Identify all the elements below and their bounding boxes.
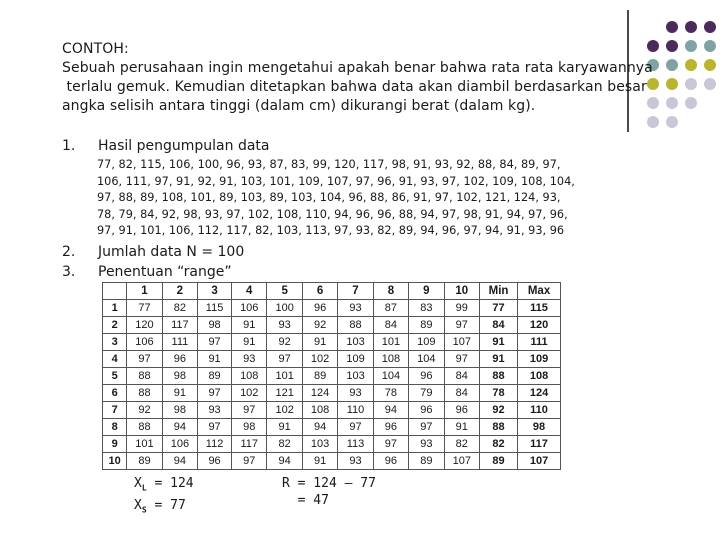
table-cell: 98: [198, 317, 232, 334]
table-cell: 77: [127, 300, 162, 317]
table-cell: 88: [338, 317, 373, 334]
table-cell: 108: [518, 368, 561, 385]
table-cell: 106: [232, 300, 267, 317]
decor-dot: [666, 40, 678, 52]
column-header: 4: [232, 283, 267, 300]
table-row: [103, 419, 561, 436]
table-row: [103, 436, 561, 453]
table-cell: 97: [198, 334, 232, 351]
table-cell: 111: [162, 334, 197, 351]
table-cell: 107: [444, 453, 479, 470]
table-cell: 92: [127, 402, 162, 419]
table-cell: 102: [232, 385, 267, 402]
table-cell: 94: [373, 402, 408, 419]
table-cell: 93: [338, 300, 373, 317]
table-cell: 97: [267, 351, 302, 368]
row-header: 6: [103, 385, 127, 402]
table-cell: 96: [162, 351, 197, 368]
table-cell: 89: [198, 368, 232, 385]
intro-line-2: terlalu gemuk. Kemudian ditetapkan bahwa data akan diambil berdasarkan besar: [62, 79, 647, 95]
table-cell: 89: [409, 317, 444, 334]
raw-data-block: [97, 157, 575, 240]
decor-dot: [685, 40, 697, 52]
table-cell: 106: [127, 334, 162, 351]
table-cell: 101: [127, 436, 162, 453]
decor-dot: [666, 21, 678, 33]
row-header: 1: [103, 300, 127, 317]
table-row: [103, 300, 561, 317]
data-line-5: 97, 91, 101, 106, 112, 117, 82, 103, 113, 97, 93, 82, 89, 94, 96, 97, 94, 91, 93, 96: [97, 224, 565, 237]
table-cell: 84: [444, 368, 479, 385]
table-cell: 97: [232, 402, 267, 419]
decor-dot: [685, 97, 697, 109]
table-cell: 106: [162, 436, 197, 453]
table-cell: 103: [302, 436, 337, 453]
list-number: 2.: [62, 244, 76, 260]
intro-paragraph: [62, 40, 662, 116]
table-cell: 93: [232, 351, 267, 368]
table-cell: 109: [338, 351, 373, 368]
table-cell: 109: [409, 334, 444, 351]
row-header: 3: [103, 334, 127, 351]
table-cell: 97: [444, 351, 479, 368]
data-table: [102, 282, 561, 470]
table-cell: 77: [479, 300, 517, 317]
table-cell: 120: [518, 317, 561, 334]
table-cell: 117: [162, 317, 197, 334]
table-cell: 110: [338, 402, 373, 419]
table-cell: 78: [479, 385, 517, 402]
column-header: 1: [127, 283, 162, 300]
table-cell: 84: [444, 385, 479, 402]
table-cell: 93: [338, 453, 373, 470]
table-cell: 112: [198, 436, 232, 453]
range-result-line: = 47: [282, 493, 329, 508]
table-cell: 88: [127, 419, 162, 436]
data-line-1: 77, 82, 115, 106, 100, 96, 93, 87, 83, 99, 120, 117, 98, 91, 93, 92, 88, 84, 89, 97,: [97, 158, 561, 171]
table-cell: 92: [267, 334, 302, 351]
data-line-2: 106, 111, 97, 91, 92, 91, 103, 101, 109, 107, 97, 96, 91, 93, 97, 102, 109, 108, 104,: [97, 174, 575, 188]
table-cell: 91: [232, 334, 267, 351]
table-cell: 94: [302, 419, 337, 436]
table-cell: 103: [338, 368, 373, 385]
table-cell: 92: [479, 402, 517, 419]
table-cell: 91: [198, 351, 232, 368]
table-row: [103, 402, 561, 419]
table-cell: 101: [373, 334, 408, 351]
column-header: 3: [198, 283, 232, 300]
table-cell: 108: [302, 402, 337, 419]
table-cell: 83: [409, 300, 444, 317]
table-cell: 97: [232, 453, 267, 470]
table-cell: 109: [518, 351, 561, 368]
table-cell: 96: [302, 300, 337, 317]
table-cell: 89: [302, 368, 337, 385]
row-header: 2: [103, 317, 127, 334]
decor-dot: [685, 21, 697, 33]
intro-heading: CONTOH:: [62, 41, 129, 57]
table-cell: 102: [267, 402, 302, 419]
table-cell: 104: [409, 351, 444, 368]
table-cell: 110: [518, 402, 561, 419]
table-header-row: [103, 283, 561, 300]
table-cell: 82: [267, 436, 302, 453]
table-cell: 115: [198, 300, 232, 317]
data-line-3: 97, 88, 89, 108, 101, 89, 103, 89, 103, 104, 96, 88, 86, 91, 97, 102, 121, 124, 93,: [97, 191, 561, 204]
column-header: 9: [409, 283, 444, 300]
table-cell: 96: [444, 402, 479, 419]
row-header: 8: [103, 419, 127, 436]
column-header: Max: [518, 283, 561, 300]
table-cell: 97: [373, 436, 408, 453]
range-formula-block: [282, 475, 376, 509]
table-cell: 93: [409, 436, 444, 453]
table-cell: 117: [232, 436, 267, 453]
table-cell: 88: [127, 385, 162, 402]
list-text: Jumlah data N = 100: [98, 244, 245, 260]
table-cell: 96: [373, 419, 408, 436]
decor-dot: [647, 116, 659, 128]
table-cell: 82: [479, 436, 517, 453]
table-cell: 117: [518, 436, 561, 453]
table-cell: 78: [373, 385, 408, 402]
smallest-value-line: $X_S = 77$: [134, 497, 186, 515]
column-header: 10: [444, 283, 479, 300]
range-formula-line: R = 124 – 77: [282, 476, 376, 491]
decor-dot: [704, 59, 716, 71]
table-cell: 113: [338, 436, 373, 453]
table-cell: 82: [162, 300, 197, 317]
decor-dot: [666, 97, 678, 109]
table-row: [103, 453, 561, 470]
table-cell: 88: [479, 368, 517, 385]
table-cell: 93: [267, 317, 302, 334]
table-cell: 88: [127, 368, 162, 385]
column-header: 7: [338, 283, 373, 300]
table-cell: 91: [267, 419, 302, 436]
table-cell: 98: [232, 419, 267, 436]
column-header: Min: [479, 283, 517, 300]
table-cell: 91: [302, 453, 337, 470]
row-header: 10: [103, 453, 127, 470]
list-number: 1.: [62, 138, 76, 154]
table-cell: 96: [409, 368, 444, 385]
table-cell: 98: [518, 419, 561, 436]
table-cell: 91: [232, 317, 267, 334]
table-cell: 124: [518, 385, 561, 402]
row-header: 7: [103, 402, 127, 419]
table-cell: 97: [409, 419, 444, 436]
table-cell: 98: [162, 402, 197, 419]
data-line-4: 78, 79, 84, 92, 98, 93, 97, 102, 108, 110, 94, 96, 96, 88, 94, 97, 98, 91, 94, 97, 96,: [97, 207, 568, 221]
table-cell: 121: [267, 385, 302, 402]
table-cell: 91: [479, 334, 517, 351]
list-number: 3.: [62, 264, 76, 280]
decor-dot: [685, 59, 697, 71]
column-header: 8: [373, 283, 408, 300]
table-cell: 96: [373, 453, 408, 470]
table-cell: 107: [518, 453, 561, 470]
table-cell: 97: [127, 351, 162, 368]
decor-dot: [704, 40, 716, 52]
row-header: 4: [103, 351, 127, 368]
table-cell: 97: [444, 317, 479, 334]
table-row: [103, 351, 561, 368]
table-cell: 87: [373, 300, 408, 317]
decor-dot: [666, 59, 678, 71]
table-cell: 108: [232, 368, 267, 385]
table-cell: 97: [338, 419, 373, 436]
table-cell: 94: [162, 419, 197, 436]
table-cell: 82: [444, 436, 479, 453]
extreme-values-block: [134, 475, 194, 518]
table-cell: 93: [198, 402, 232, 419]
table-cell: 115: [518, 300, 561, 317]
column-header: 6: [302, 283, 337, 300]
table-cell: 124: [302, 385, 337, 402]
table-cell: 107: [444, 334, 479, 351]
intro-line-3: angka selisih antara tinggi (dalam cm) dikurangi berat (dalam kg).: [62, 98, 536, 114]
table-cell: 91: [479, 351, 517, 368]
column-header: 5: [267, 283, 302, 300]
table-cell: 89: [479, 453, 517, 470]
list-text: Penentuan “range”: [98, 264, 232, 280]
table-cell: 91: [162, 385, 197, 402]
table-cell: 84: [373, 317, 408, 334]
table-cell: 79: [409, 385, 444, 402]
table-cell: 89: [409, 453, 444, 470]
table-cell: 99: [444, 300, 479, 317]
table-cell: 97: [198, 385, 232, 402]
table-cell: 96: [198, 453, 232, 470]
column-header: [103, 283, 127, 300]
list-text: Hasil pengumpulan data: [98, 138, 270, 154]
table-cell: 92: [302, 317, 337, 334]
table-row: [103, 334, 561, 351]
table-row: [103, 368, 561, 385]
table-cell: 94: [267, 453, 302, 470]
intro-line-1: Sebuah perusahaan ingin mengetahui apakah benar bahwa rata rata karyawannya: [62, 60, 653, 76]
table-cell: 104: [373, 368, 408, 385]
table-row: [103, 385, 561, 402]
table-cell: 96: [409, 402, 444, 419]
decor-dot: [704, 21, 716, 33]
table-cell: 120: [127, 317, 162, 334]
column-header: 2: [162, 283, 197, 300]
table-cell: 84: [479, 317, 517, 334]
table-cell: 88: [479, 419, 517, 436]
decor-dot: [685, 78, 697, 90]
table-cell: 91: [444, 419, 479, 436]
decor-dot: [666, 116, 678, 128]
row-header: 5: [103, 368, 127, 385]
decor-dot: [704, 78, 716, 90]
table-cell: 89: [127, 453, 162, 470]
table-cell: 101: [267, 368, 302, 385]
table-cell: 111: [518, 334, 561, 351]
table-cell: 97: [198, 419, 232, 436]
decor-dot: [666, 78, 678, 90]
table-cell: 103: [338, 334, 373, 351]
table-cell: 94: [162, 453, 197, 470]
table-cell: 91: [302, 334, 337, 351]
table-cell: 108: [373, 351, 408, 368]
table-cell: 100: [267, 300, 302, 317]
table-row: [103, 317, 561, 334]
table-cell: 93: [338, 385, 373, 402]
row-header: 9: [103, 436, 127, 453]
largest-value-line: $X_L = 124$: [134, 476, 194, 493]
table-cell: 98: [162, 368, 197, 385]
table-cell: 102: [302, 351, 337, 368]
